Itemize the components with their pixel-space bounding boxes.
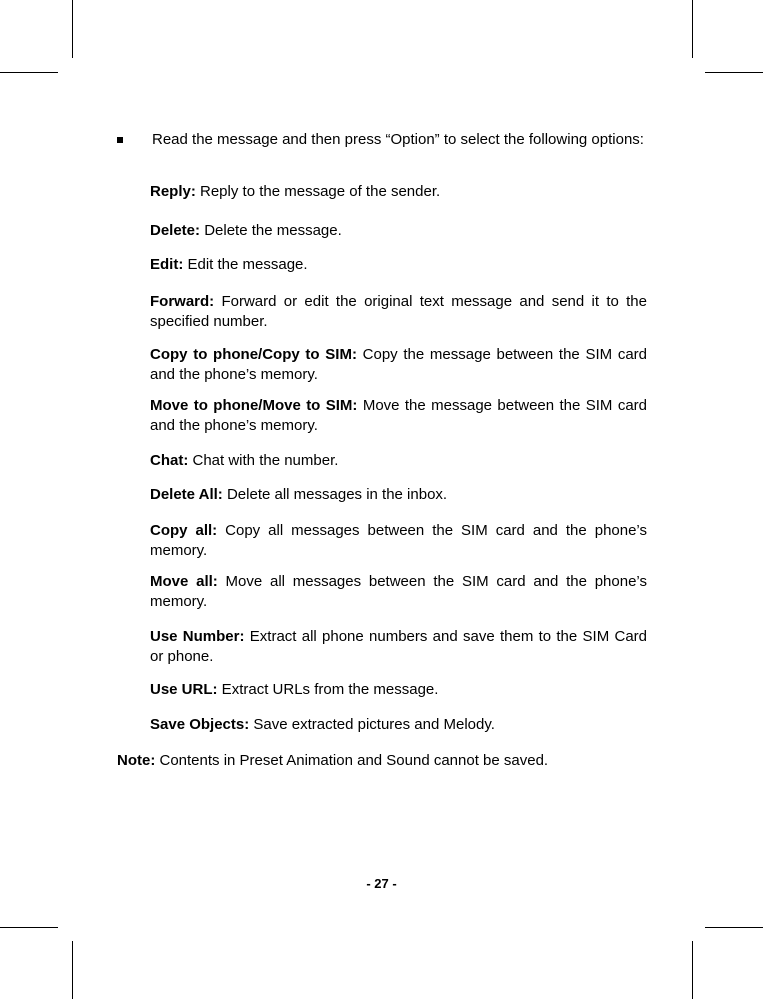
intro-text: Read the message and then press “Option” to select the following options: xyxy=(152,131,644,148)
option-delete xyxy=(150,221,647,241)
option-delete-all xyxy=(150,485,647,505)
option-desc: Delete all messages in the inbox. xyxy=(222,486,448,503)
option-reply xyxy=(150,182,647,202)
option-save-objects xyxy=(150,715,647,735)
option-desc: Save extracted pictures and Melody. xyxy=(249,716,495,733)
crop-mark-top-right-vertical xyxy=(692,0,693,58)
option-term: Copy to phone/Copy to SIM: xyxy=(150,346,357,363)
crop-mark-bottom-left-vertical xyxy=(72,941,73,999)
crop-mark-top-left-horizontal xyxy=(0,72,58,73)
crop-mark-top-left-vertical xyxy=(72,0,73,58)
option-term: Copy all: xyxy=(150,522,218,539)
option-term: Forward: xyxy=(150,293,215,310)
option-term: Chat: xyxy=(150,452,189,469)
option-desc: Copy the message between the SIM card and the phone’s memory. xyxy=(150,346,647,383)
option-term: Edit: xyxy=(150,256,184,273)
square-bullet-icon xyxy=(117,137,123,143)
crop-mark-bottom-left-horizontal xyxy=(0,927,58,928)
crop-mark-bottom-right-vertical xyxy=(692,941,693,999)
option-use-url xyxy=(150,680,647,700)
option-move-all xyxy=(150,572,647,612)
option-desc: Extract all phone numbers and save them to the SIM Card or phone. xyxy=(150,628,647,665)
option-term: Use URL: xyxy=(150,681,218,698)
option-term: Use Number: xyxy=(150,628,245,645)
option-desc: Move the message between the SIM card and the phone’s memory. xyxy=(150,397,648,434)
option-term: Move to phone/Move to SIM: xyxy=(150,397,358,414)
option-chat xyxy=(150,451,647,471)
page-number: - 27 - xyxy=(366,876,397,891)
bullet-intro xyxy=(117,130,647,150)
option-use-number xyxy=(150,627,647,667)
crop-mark-bottom-right-horizontal xyxy=(705,927,763,928)
option-term: Save Objects: xyxy=(150,716,250,733)
option-copy-to-phone xyxy=(150,345,647,385)
option-copy-all xyxy=(150,521,647,561)
option-desc: Reply to the message of the sender. xyxy=(195,183,441,200)
note-desc: Contents in Preset Animation and Sound cannot be saved. xyxy=(155,752,549,769)
note-term: Note: xyxy=(117,752,156,769)
option-desc: Extract URLs from the message. xyxy=(217,681,439,698)
option-desc: Chat with the number. xyxy=(188,452,339,469)
option-term: Move all: xyxy=(150,573,218,590)
option-term: Delete All: xyxy=(150,486,223,503)
note xyxy=(117,751,677,771)
crop-mark-top-right-horizontal xyxy=(705,72,763,73)
option-move-to-phone xyxy=(150,396,647,436)
option-desc: Forward or edit the original text message and send it to the specified number. xyxy=(150,293,647,330)
option-desc: Edit the message. xyxy=(183,256,308,273)
option-edit xyxy=(150,255,647,275)
option-desc: Copy all messages between the SIM card and the phone’s memory. xyxy=(150,522,647,559)
option-desc: Delete the message. xyxy=(200,222,342,239)
option-forward xyxy=(150,292,647,332)
option-term: Delete: xyxy=(150,222,201,239)
option-desc: Move all messages between the SIM card and the phone’s memory. xyxy=(150,573,647,610)
option-term: Reply: xyxy=(150,183,196,200)
